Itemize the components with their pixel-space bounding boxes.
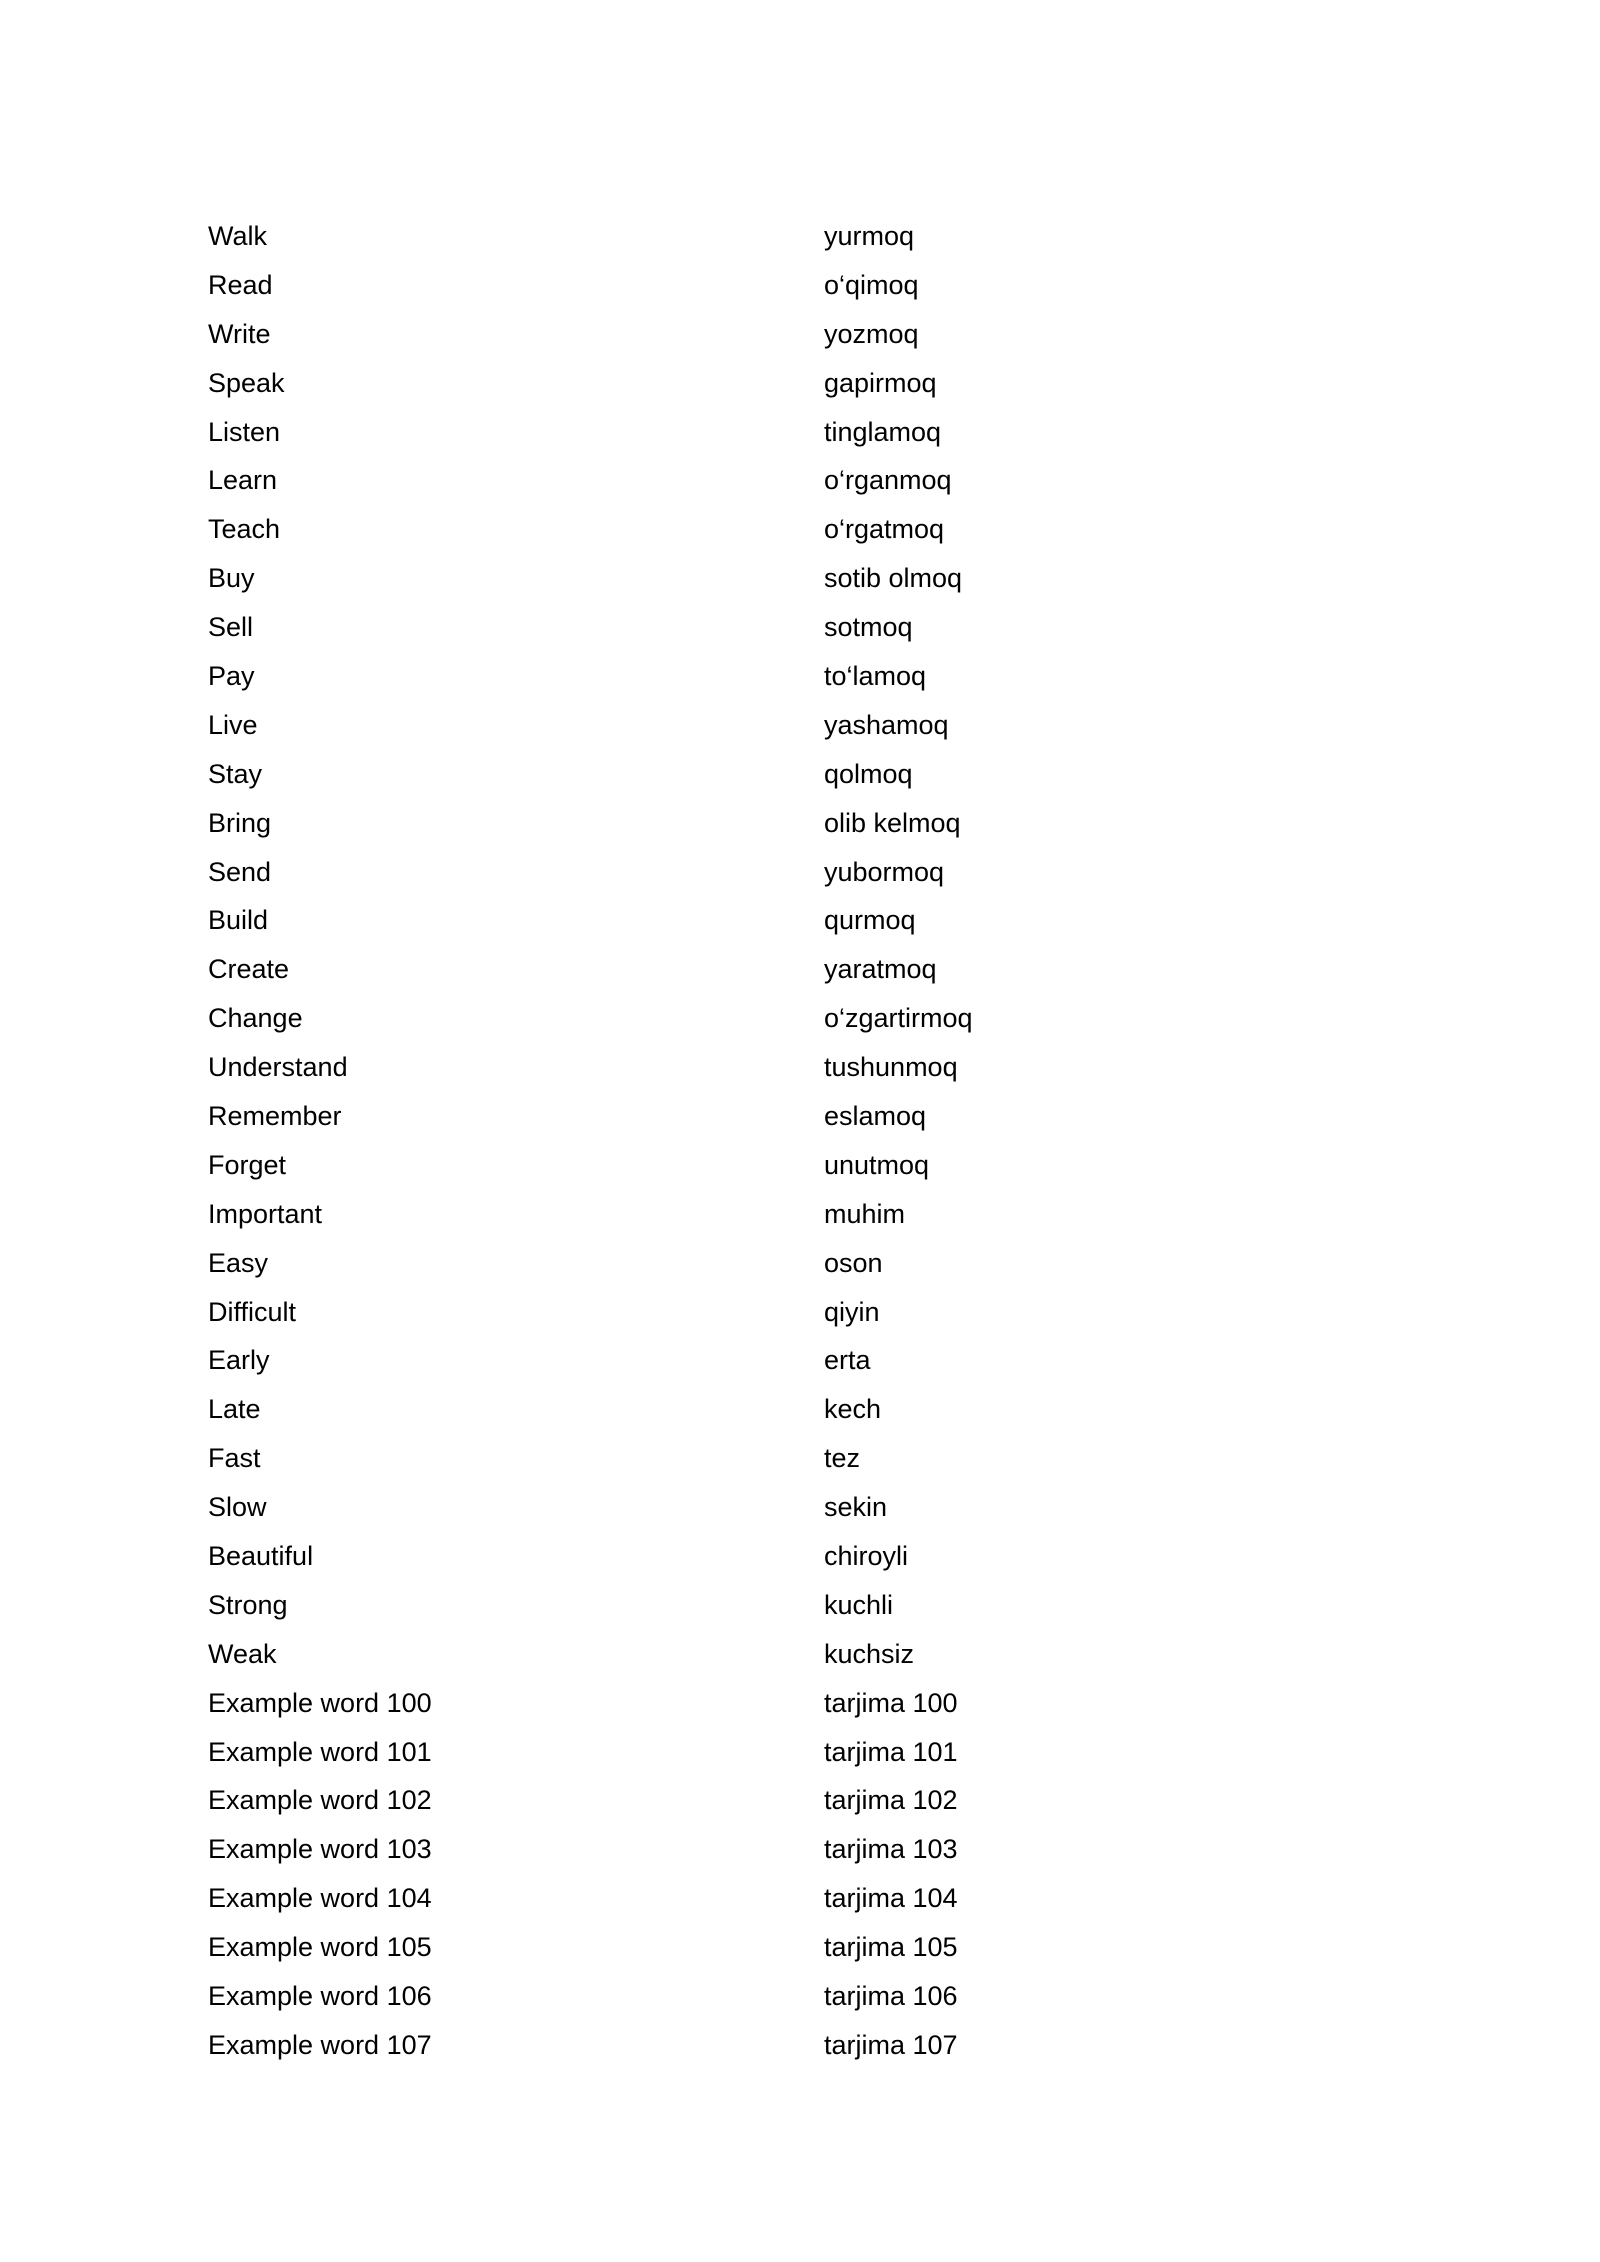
vocabulary-row: [208, 652, 1408, 701]
uzbek-translation: yozmoq: [824, 318, 919, 349]
uzbek-translation: tarjima 107: [824, 2029, 958, 2060]
english-word: Important: [208, 1198, 323, 1229]
english-word: Beautiful: [208, 1540, 314, 1571]
vocabulary-row: [208, 1679, 1408, 1728]
uzbek-translation: oson: [824, 1247, 883, 1278]
vocabulary-row: [208, 1874, 1408, 1923]
english-word: Example word 107: [208, 2029, 432, 2060]
vocabulary-row: [208, 359, 1408, 408]
uzbek-translation: kuchli: [824, 1589, 894, 1620]
english-word: Speak: [208, 367, 285, 398]
uzbek-translation: o‘zgartirmoq: [824, 1003, 973, 1034]
vocabulary-row: [208, 799, 1408, 848]
uzbek-translation: o‘rgatmoq: [824, 514, 945, 545]
uzbek-translation: tarjima 105: [824, 1932, 958, 1963]
vocabulary-row: [208, 2021, 1408, 2070]
english-word: Slow: [208, 1492, 267, 1523]
uzbek-translation: tarjima 103: [824, 1834, 958, 1865]
uzbek-translation: qiyin: [824, 1296, 880, 1327]
english-word: Send: [208, 856, 272, 887]
vocabulary-row: [208, 1336, 1408, 1385]
english-word: Example word 103: [208, 1834, 432, 1865]
english-word: Walk: [208, 220, 267, 251]
vocabulary-row: [208, 456, 1408, 505]
vocabulary-row: [208, 896, 1408, 945]
uzbek-translation: to‘lamoq: [824, 660, 927, 691]
uzbek-translation: tez: [824, 1443, 861, 1474]
vocabulary-row: [208, 1385, 1408, 1434]
uzbek-translation: chiroyli: [824, 1540, 909, 1571]
uzbek-translation: tarjima 106: [824, 1981, 958, 2011]
vocabulary-row: [208, 1483, 1408, 1532]
vocabulary-row: [208, 848, 1408, 897]
uzbek-translation: tarjima 100: [824, 1687, 958, 1718]
vocabulary-row: [208, 1581, 1408, 1630]
english-word: Fast: [208, 1443, 261, 1474]
english-word: Write: [208, 318, 271, 349]
uzbek-translation: muhim: [824, 1198, 906, 1229]
vocabulary-row: [208, 1825, 1408, 1874]
uzbek-translation: yaratmoq: [824, 954, 937, 985]
vocabulary-row: [208, 701, 1408, 750]
uzbek-translation: sekin: [824, 1492, 888, 1523]
vocabulary-row: [208, 1190, 1408, 1239]
english-word: Listen: [208, 416, 281, 447]
vocabulary-row: [208, 1972, 1408, 2021]
english-word: Live: [208, 709, 258, 740]
uzbek-translation: sotib olmoq: [824, 563, 963, 594]
uzbek-translation: yashamoq: [824, 709, 949, 740]
english-word: Example word 104: [208, 1883, 432, 1914]
vocabulary-row: [208, 505, 1408, 554]
english-word: Difficult: [208, 1296, 297, 1327]
english-word: Strong: [208, 1589, 288, 1620]
english-word: Example word 101: [208, 1736, 432, 1767]
english-word: Easy: [208, 1247, 269, 1278]
english-word: Read: [208, 269, 273, 300]
vocabulary-row: [208, 1728, 1408, 1777]
vocabulary-row: [208, 1043, 1408, 1092]
vocabulary-row: [208, 1141, 1408, 1190]
uzbek-translation: yurmoq: [824, 220, 915, 251]
english-word: Example word 100: [208, 1687, 432, 1718]
english-word: Sell: [208, 612, 254, 643]
vocabulary-row: [208, 408, 1408, 457]
vocabulary-table: [208, 212, 1408, 2070]
vocabulary-row: [208, 1532, 1408, 1581]
uzbek-translation: o‘rganmoq: [824, 465, 952, 496]
english-word: Create: [208, 954, 290, 985]
uzbek-translation: erta: [824, 1345, 871, 1376]
uzbek-translation: tarjima 102: [824, 1785, 958, 1816]
english-word: Forget: [208, 1149, 287, 1180]
vocabulary-row: [208, 945, 1408, 994]
vocabulary-row: [208, 1923, 1408, 1972]
english-word: Understand: [208, 1052, 348, 1083]
english-word: Example word 105: [208, 1932, 432, 1963]
vocabulary-row: [208, 1777, 1408, 1826]
vocabulary-row: [208, 554, 1408, 603]
english-word: Early: [208, 1345, 270, 1376]
uzbek-translation: qurmoq: [824, 905, 916, 936]
vocabulary-row: [208, 1288, 1408, 1337]
vocabulary-row: [208, 212, 1408, 261]
english-word: Build: [208, 905, 269, 936]
english-word: Remember: [208, 1100, 342, 1131]
uzbek-translation: tarjima 104: [824, 1883, 958, 1914]
english-word: Example word 102: [208, 1785, 432, 1816]
uzbek-translation: gapirmoq: [824, 367, 937, 398]
english-word: Teach: [208, 514, 281, 545]
uzbek-translation: sotmoq: [824, 612, 913, 643]
uzbek-translation: olib kelmoq: [824, 807, 961, 838]
english-word: Learn: [208, 465, 278, 496]
uzbek-translation: kech: [824, 1394, 882, 1425]
english-word: Stay: [208, 758, 263, 789]
vocabulary-row: [208, 603, 1408, 652]
english-word: Pay: [208, 660, 255, 691]
english-word: Buy: [208, 563, 255, 594]
uzbek-translation: tarjima 101: [824, 1736, 958, 1767]
uzbek-translation: yubormoq: [824, 856, 945, 887]
english-word: Bring: [208, 807, 272, 838]
vocabulary-row: [208, 1092, 1408, 1141]
uzbek-translation: o‘qimoq: [824, 269, 919, 300]
uzbek-translation: unutmoq: [824, 1149, 930, 1180]
vocabulary-row: [208, 1239, 1408, 1288]
vocabulary-row: [208, 310, 1408, 359]
vocabulary-row: [208, 261, 1408, 310]
english-word: Change: [208, 1003, 303, 1034]
english-word: Late: [208, 1394, 261, 1425]
uzbek-translation: kuchsiz: [824, 1638, 915, 1669]
uzbek-translation: eslamoq: [824, 1100, 927, 1131]
uzbek-translation: tinglamoq: [824, 416, 942, 447]
uzbek-translation: qolmoq: [824, 758, 913, 789]
english-word: Example word 106: [208, 1981, 432, 2011]
uzbek-translation: tushunmoq: [824, 1052, 958, 1083]
vocabulary-row: [208, 994, 1408, 1043]
vocabulary-row: [208, 750, 1408, 799]
vocabulary-row: [208, 1434, 1408, 1483]
vocabulary-row: [208, 1630, 1408, 1679]
english-word: Weak: [208, 1638, 277, 1669]
